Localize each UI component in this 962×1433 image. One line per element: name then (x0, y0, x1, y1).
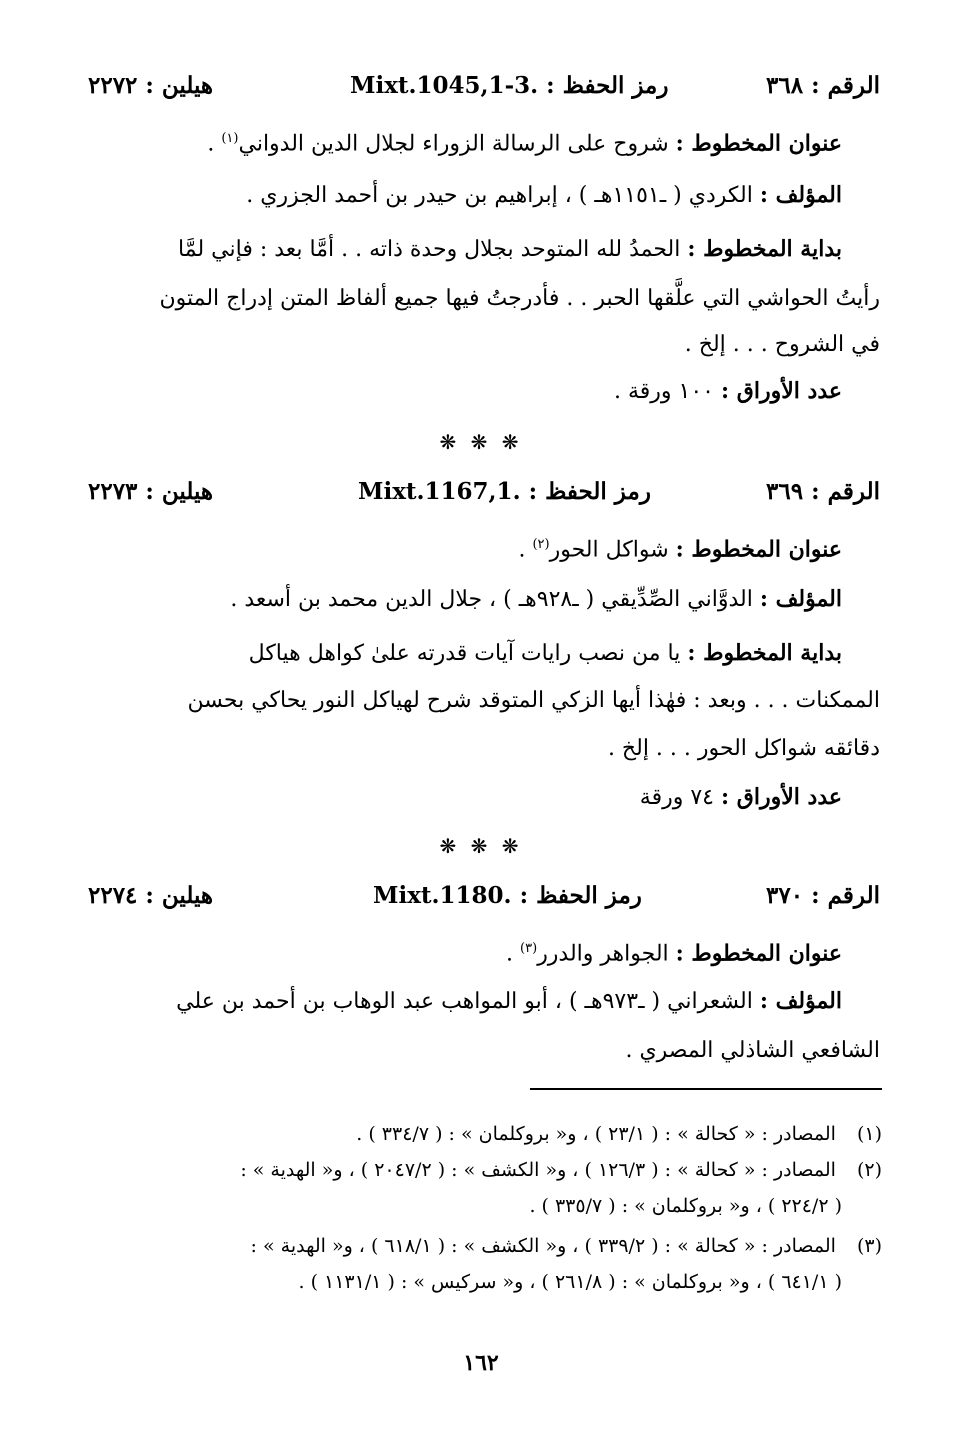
beginning-label: بداية المخطوط : (687, 640, 842, 666)
author-label: المؤلف : (759, 182, 842, 208)
shelf-mark (373, 882, 642, 909)
author-text: الشافعي الشاذلي المصري . (625, 1038, 880, 1063)
separator-stars: ❋ ❋ ❋ (439, 834, 523, 858)
footnote-ref: (١) (221, 131, 239, 146)
author-line (246, 180, 842, 211)
beginning-text: الممكنات . . . وبعد : فهٰذا أيها الزكي المتوقد شرح لهياكل النور يحاكي بحسن (187, 688, 880, 713)
footnote-text: المصادر : « كحالة » : ( ٢٣/١ ) ، و« بروكلمان » : ( ٣٣٤/٧ ) . (356, 1123, 836, 1145)
shelf-code: Mixt.1045,1-3. (350, 72, 539, 99)
author-text: الشعراني ( ـ٩٧٣هـ ) ، أبو المواهب عبد الوهاب بن أحمد بن علي (176, 989, 753, 1014)
beginning-text: الحمدُ لله المتوحد بجلال وحدة ذاته . . أمَّا بعد : فإني لمَّا (178, 237, 681, 262)
beginning-line (249, 638, 842, 669)
title-end: . (506, 941, 521, 967)
folios-count: ١٠٠ ورقة . (614, 379, 714, 404)
title-text: شواكل الحور (549, 537, 669, 563)
beginning-text: دقائقه شواكل الحور . . . إلخ . (607, 736, 880, 761)
shelf-mark (350, 72, 668, 99)
beginning-text: رأيتُ الحواشي التي علَّقها الحبر . . فأدرجتُ فيها جميع ألفاظ المتن إدراج المتون (159, 286, 880, 311)
entry-number: الرقم : ٣٦٩ (766, 478, 880, 505)
folios-line (614, 376, 842, 407)
separator-stars: ❋ ❋ ❋ (439, 430, 523, 454)
footnote (251, 1232, 882, 1260)
footnote-rule (530, 1088, 882, 1090)
beginning-text: يا من نصب رايات آيات قدرته علىٰ كواهل هياكل (248, 641, 681, 666)
title-text: شروح على الرسالة الزوراء لجلال الدين الدواني (238, 131, 669, 157)
title-end: . (518, 537, 533, 563)
hel-number: هيلين : ٢٢٧٢ (88, 72, 214, 99)
folios-label: عدد الأوراق : (721, 378, 842, 404)
entry-header (88, 478, 880, 512)
footnote-ref: (٣) (520, 941, 538, 956)
shelf-code: Mixt.1167,1. (358, 478, 521, 505)
footnote-number: (١) (856, 1123, 882, 1145)
author-text: الكردي ( ـ١١٥١هـ ) ، إبراهيم بن حيدر بن أحمد الجزري . (246, 183, 753, 208)
shelf-code: Mixt.1180. (373, 882, 512, 909)
footnote-text: ( ٦٤١/١ ) ، و« بروكلمان » : ( ٢٦١/٨ ) ، و« سركيس » : ( ١١٣١/١ ) . (298, 1271, 842, 1293)
beginning-label: بداية المخطوط : (687, 236, 842, 262)
page-number: ١٦٢ (463, 1350, 499, 1376)
footnote (240, 1156, 882, 1184)
author-label: المؤلف : (759, 586, 842, 612)
title-label: عنوان المخطوط : (675, 130, 842, 157)
title-line (207, 124, 842, 159)
entry-number: الرقم : ٣٦٨ (766, 72, 880, 99)
title-line (506, 934, 842, 969)
folios-line (640, 782, 842, 813)
beginning-line (178, 234, 842, 265)
author-line (230, 584, 842, 615)
title-end: . (207, 131, 222, 157)
author-label: المؤلف : (759, 988, 842, 1014)
shelf-label: رمز الحفظ : (546, 72, 669, 99)
entry-header (88, 882, 880, 916)
shelf-label: رمز الحفظ : (528, 478, 651, 505)
footnote-text: المصادر : « كحالة » : ( ٣٣٩/٢ ) ، و« الكشف » : ( ٦١٨/١ ) ، و« الهدية » : (250, 1235, 836, 1257)
footnote-number: (٢) (856, 1159, 882, 1181)
footnote (356, 1120, 882, 1148)
footnote-ref: (٢) (532, 537, 550, 552)
title-line (518, 530, 842, 565)
footnote-text: المصادر : « كحالة » : ( ١٢٦/٣ ) ، و« الكشف » : ( ٢٠٤٧/٢ ) ، و« الهدية » : (240, 1159, 836, 1181)
title-text: الجواهر والدرر (537, 941, 669, 967)
folios-count: ٧٤ ورقة (639, 785, 714, 810)
folios-label: عدد الأوراق : (721, 784, 842, 810)
entry-number: الرقم : ٣٧٠ (766, 882, 880, 909)
hel-number: هيلين : ٢٢٧٤ (88, 882, 214, 909)
title-label: عنوان المخطوط : (675, 536, 842, 563)
shelf-label: رمز الحفظ : (519, 882, 642, 909)
shelf-mark (358, 478, 651, 505)
footnote-text: ( ٢٢٤/٢ ) ، و« بروكلمان » : ( ٣٣٥/٧ ) . (529, 1195, 842, 1217)
title-label: عنوان المخطوط : (675, 940, 842, 967)
beginning-text: في الشروح . . . إلخ . (684, 332, 880, 357)
author-text: الدوَّاني الصِّدِّيقي ( ـ٩٢٨هـ ) ، جلال الدين محمد بن أسعد . (230, 587, 753, 612)
author-line (176, 986, 842, 1017)
footnote-number: (٣) (856, 1235, 882, 1257)
hel-number: هيلين : ٢٢٧٣ (88, 478, 214, 505)
entry-header (88, 72, 880, 106)
